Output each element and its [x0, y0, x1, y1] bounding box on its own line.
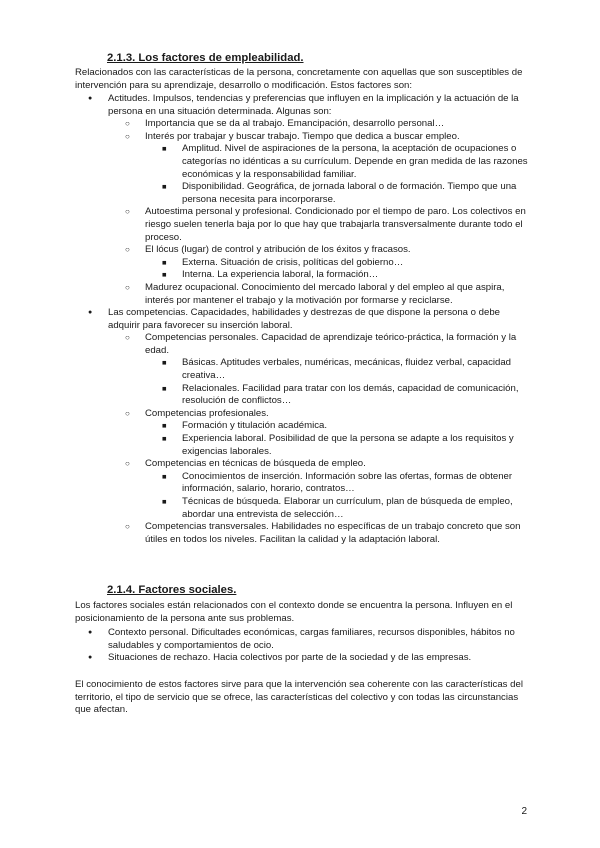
list-item: ■ Disponibilidad. Geográfica, de jornada laboral o de formación. Tiempo que una persona necesita para incorporarse.: [182, 181, 533, 206]
page-number: 2: [521, 806, 527, 817]
section-heading-empleabilidad: 2.1.3. Los factores de empleabilidad.: [107, 52, 304, 64]
list-item: ○ Competencias transversales. Habilidades no específicas de un trabajo concreto que son útiles en todos los niveles. Facilitan la calidad y la adaptación laboral.: [145, 521, 533, 546]
list-item: ■ Conocimientos de inserción. Información sobre las ofertas, formas de obtener información, salario, horario, contratos…: [182, 471, 533, 496]
social-factors-list: [108, 627, 533, 665]
list-item: ● Situaciones de rechazo. Hacia colectivos por parte de la sociedad y de las empresas.: [108, 652, 533, 665]
list-item: ○ Interés por trabajar y buscar trabajo. Tiempo que dedica a buscar empleo. ■ Amplitud. Nivel de aspiraciones de la persona, la aceptación de ocupaciones o categorías no idénticas a su currículum. Depende en gran medida de las razones económicas y la responsabilidad familiar. ■ Disponibilidad. Geográfica, de jornada laboral o de formación. Tiempo que una persona necesita para incorporarse.: [145, 131, 533, 207]
list-item: ○ El lócus (lugar) de control y atribución de los éxitos y fracasos. ■ Externa. Situación de crisis, políticas del gobierno… ■ Interna. La experiencia laboral, la formación…: [145, 244, 533, 282]
section-heading-sociales: 2.1.4. Factores sociales.: [107, 584, 237, 596]
intro-paragraph: Relacionados con las características de la persona, concretamente con aquellas que son susceptibles de intervención para su aprendizaje, desarrollo o modificación. Estos factores son:: [75, 67, 523, 91]
list-item: ○ Competencias profesionales. ■ Formación y titulación académica. ■ Experiencia laboral. Posibilidad de que la persona se adapte a los requisitos y exigencias laborales.: [145, 408, 533, 458]
list-item-actitudes: ● Actitudes. Impulsos, tendencias y preferencias que influyen en la implicación y la actuación de la persona en una situación determinada. Algunas son: ○ Importancia que se da al trabajo. Emancipación, desarrollo personal… ○ Interés por trabajar y buscar trabajo. Tiempo que dedica a buscar empleo. ■ Amplitud. Nivel de aspiraciones de la persona, la aceptación de ocupaciones o categorías no idénticas a su currículum. Depende en gran medida de las razones económicas y la responsabilidad familiar. ■ Disponibilidad. Geográfica, de jornada laboral o de formación. Tiempo que una persona necesita para incorporarse. ○ Autoestima personal y profesional. Condicionado por el tiempo de paro. Los colectivos en riesgo suelen tenerla baja por lo que hay que trabajarla transversalmente durante todo el proceso. ○ El lócus (lugar) de control y atribución de los éxitos y fracasos. ■ Externa. Situación de crisis, políticas del gobierno… ■ Interna. La experiencia laboral, la formación… ○ Madurez ocupacional. Conocimiento del mercado laboral y del empleo al que aspira, interés por mantener el trabajo y la motivación por formarse y reciclarse.: [108, 93, 533, 307]
list-item: ■ Formación y titulación académica.: [182, 420, 533, 433]
social-intro-paragraph: Los factores sociales están relacionados con el contexto donde se encuentra la persona. Influyen en el posicionamiento de la persona ante sus problemas.: [75, 600, 513, 624]
list-item: ■ Relacionales. Facilidad para tratar con los demás, capacidad de comunicación, resolución de conflictos…: [182, 383, 533, 408]
closing-paragraph: El conocimiento de estos factores sirve para que la intervención sea coherente con las características del territorio, el tipo de servicio que se ofrece, las características del colectivo y con todas las circunstancias que afectan.: [75, 679, 523, 716]
list-item: ● Contexto personal. Dificultades económicas, cargas familiares, recursos disponibles, hábitos no saludables y comportamientos de ocio.: [108, 627, 533, 652]
list-item-competencias: ● Las competencias. Capacidades, habilidades y destrezas de que dispone la persona o debe adquirir para favorecer su inserción laboral. ○ Competencias personales. Capacidad de aprendizaje teórico-práctica, la formación y la edad. ■ Básicas. Aptitudes verbales, numéricas, mecánicas, fluidez verbal, capacidad creativa… ■ Relacionales. Facilidad para tratar con los demás, capacidad de comunicación, resolución de conflictos… ○ Competencias profesionales. ■ Formación y titulación académica. ■ Experiencia laboral. Posibilidad de que la persona se adapte a los requisitos y exigencias laborales. ○ Competencias en técnicas de búsqueda de empleo. ■ Conocimientos de inserción. Información sobre las ofertas, formas de obtener información, salario, horario, contratos… ■ Técnicas de búsqueda. Elaborar un currículum, plan de búsqueda de empleo, abordar una entrevista de selección… ○ Competencias transversales. Habilidades no específicas de un trabajo concreto que son útiles en todos los niveles. Facilitan la calidad y la adaptación laboral.: [108, 307, 533, 546]
list-item: ○ Competencias en técnicas de búsqueda de empleo. ■ Conocimientos de inserción. Información sobre las ofertas, formas de obtener información, salario, horario, contratos… ■ Técnicas de búsqueda. Elaborar un currículum, plan de búsqueda de empleo, abordar una entrevista de selección…: [145, 458, 533, 521]
list-item: ■ Técnicas de búsqueda. Elaborar un currículum, plan de búsqueda de empleo, abordar una entrevista de selección…: [182, 496, 533, 521]
list-item: ■ Básicas. Aptitudes verbales, numéricas, mecánicas, fluidez verbal, capacidad creativa…: [182, 357, 533, 382]
list-item: ○ Competencias personales. Capacidad de aprendizaje teórico-práctica, la formación y la edad. ■ Básicas. Aptitudes verbales, numéricas, mecánicas, fluidez verbal, capacidad creativa… ■ Relacionales. Facilidad para tratar con los demás, capacidad de comunicación, resolución de conflictos…: [145, 332, 533, 408]
list-item: ■ Externa. Situación de crisis, políticas del gobierno…: [182, 257, 533, 270]
list-item: ■ Experiencia laboral. Posibilidad de que la persona se adapte a los requisitos y exigencias laborales.: [182, 433, 533, 458]
list-item: ■ Interna. La experiencia laboral, la formación…: [182, 269, 533, 282]
list-item: ○ Madurez ocupacional. Conocimiento del mercado laboral y del empleo al que aspira, interés por mantener el trabajo y la motivación por formarse y reciclarse.: [145, 282, 533, 307]
list-item: ○ Importancia que se da al trabajo. Emancipación, desarrollo personal…: [145, 118, 533, 131]
list-item: ■ Amplitud. Nivel de aspiraciones de la persona, la aceptación de ocupaciones o categorías no idénticas a su currículum. Depende en gran medida de las razones económicas y la responsabilidad familiar.: [182, 143, 533, 181]
factors-list: [108, 93, 533, 546]
list-item: ○ Autoestima personal y profesional. Condicionado por el tiempo de paro. Los colectivos en riesgo suelen tenerla baja por lo que hay que trabajarla transversalmente durante todo el proceso.: [145, 206, 533, 244]
